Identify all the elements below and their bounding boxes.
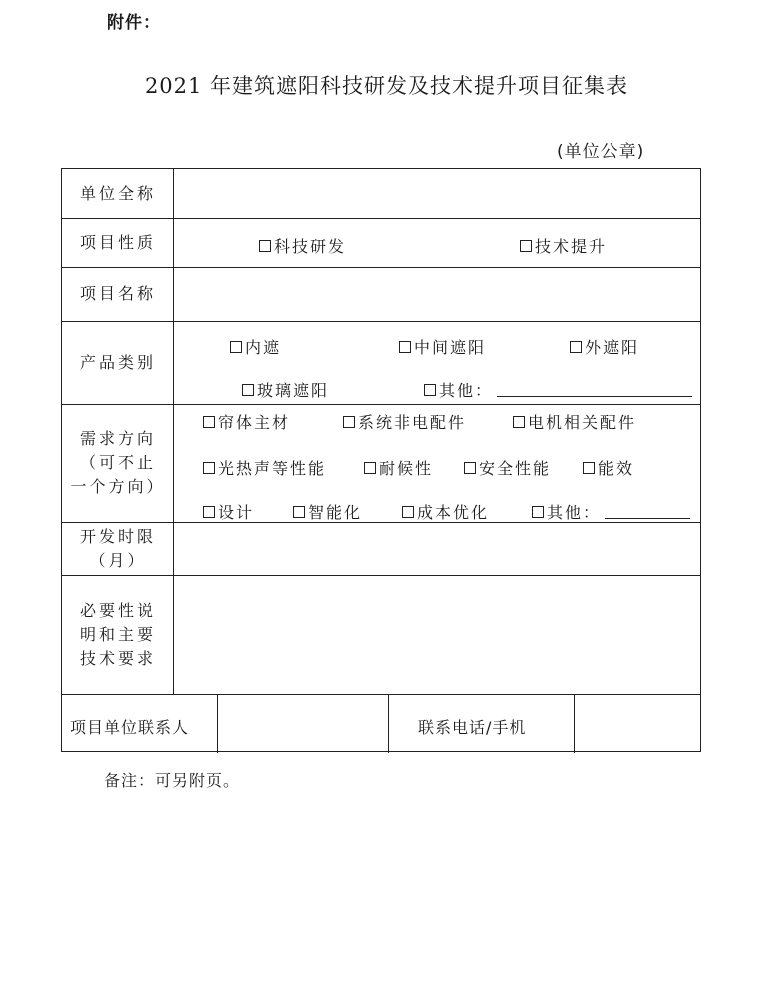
checkbox-box[interactable] [343,416,355,428]
row-divider [62,694,700,695]
product-category-label: 产品类别 [79,352,156,372]
attachment-label: 附件： [107,13,161,33]
dev-period-field[interactable] [175,524,698,573]
checkbox-box[interactable] [402,506,414,518]
necessity-label: 必要性说 明和主要 技术要求 [79,600,156,668]
collection-form-table [61,168,701,752]
checkbox-box[interactable] [583,462,595,474]
footnote: 备注：可另附页。 [104,771,241,790]
checkbox-inner-shading[interactable]: 内遮 [230,335,281,358]
checkbox-outer-shading[interactable]: 外遮阳 [570,335,639,358]
checkbox-box[interactable] [424,384,436,396]
checkbox-box[interactable] [203,416,215,428]
project-name-label: 项目名称 [79,284,156,303]
contact-phone-field[interactable] [577,696,698,751]
checkbox-box[interactable] [203,506,215,518]
checkbox-box[interactable] [513,416,525,428]
checkbox-box[interactable] [293,506,305,518]
contact-phone-label: 联系电话/手机 [418,718,527,737]
product-other-blank[interactable] [497,382,692,397]
demand-direction-label: 需求方向 （可不止 一个方向） [70,429,166,496]
checkbox-box[interactable] [399,341,411,353]
checkbox-box[interactable] [464,462,476,474]
checkbox-box[interactable] [203,462,215,474]
checkbox-rd[interactable]: 科技研发 [259,234,346,257]
checkbox-intelligence[interactable]: 智能化 [293,500,362,523]
checkbox-box[interactable] [532,506,544,518]
checkbox-box[interactable] [570,341,582,353]
necessity-field[interactable] [175,577,698,692]
contact-person-field[interactable] [220,696,386,751]
checkbox-box[interactable] [230,341,242,353]
checkbox-box[interactable] [242,384,254,396]
project-nature-label: 项目性质 [79,232,156,252]
checkbox-box[interactable] [520,240,532,252]
checkbox-safety[interactable]: 安全性能 [464,456,551,479]
checkbox-design[interactable]: 设计 [203,500,254,523]
checkbox-demand-other[interactable]: 其他： [532,500,690,523]
project-name-field[interactable] [175,269,698,319]
contact-person-label: 项目单位联系人 [70,718,190,737]
checkbox-box[interactable] [364,462,376,474]
checkbox-middle-shading[interactable]: 中间遮阳 [399,335,486,358]
checkbox-motor-parts[interactable]: 电机相关配件 [513,410,636,433]
dev-period-label: 开发时限 （月） [79,526,156,570]
checkbox-weather-resistance[interactable]: 耐候性 [364,456,433,479]
checkbox-cost-optimization[interactable]: 成本优化 [402,500,489,523]
column-divider [217,694,218,753]
column-divider [574,694,575,753]
column-divider [388,694,389,753]
page-title: 2021 年建筑遮阳科技研发及技术提升项目征集表 [144,74,629,98]
checkbox-non-electric-parts[interactable]: 系统非电配件 [343,410,466,433]
checkbox-glass-shading[interactable]: 玻璃遮阳 [242,378,329,401]
checkbox-curtain-material[interactable]: 帘体主材 [203,410,290,433]
checkbox-optical-thermal-acoustic[interactable]: 光热声等性能 [203,456,326,479]
seal-label: (单位公章) [557,142,645,162]
checkbox-product-other[interactable]: 其他： [424,378,692,401]
checkbox-energy-efficiency[interactable]: 能效 [583,456,634,479]
checkbox-tech-upgrade[interactable]: 技术提升 [520,234,607,257]
demand-other-blank[interactable] [605,504,690,519]
unit-name-field[interactable] [175,171,698,216]
checkbox-box[interactable] [259,240,271,252]
unit-name-label: 单位全称 [79,183,156,203]
